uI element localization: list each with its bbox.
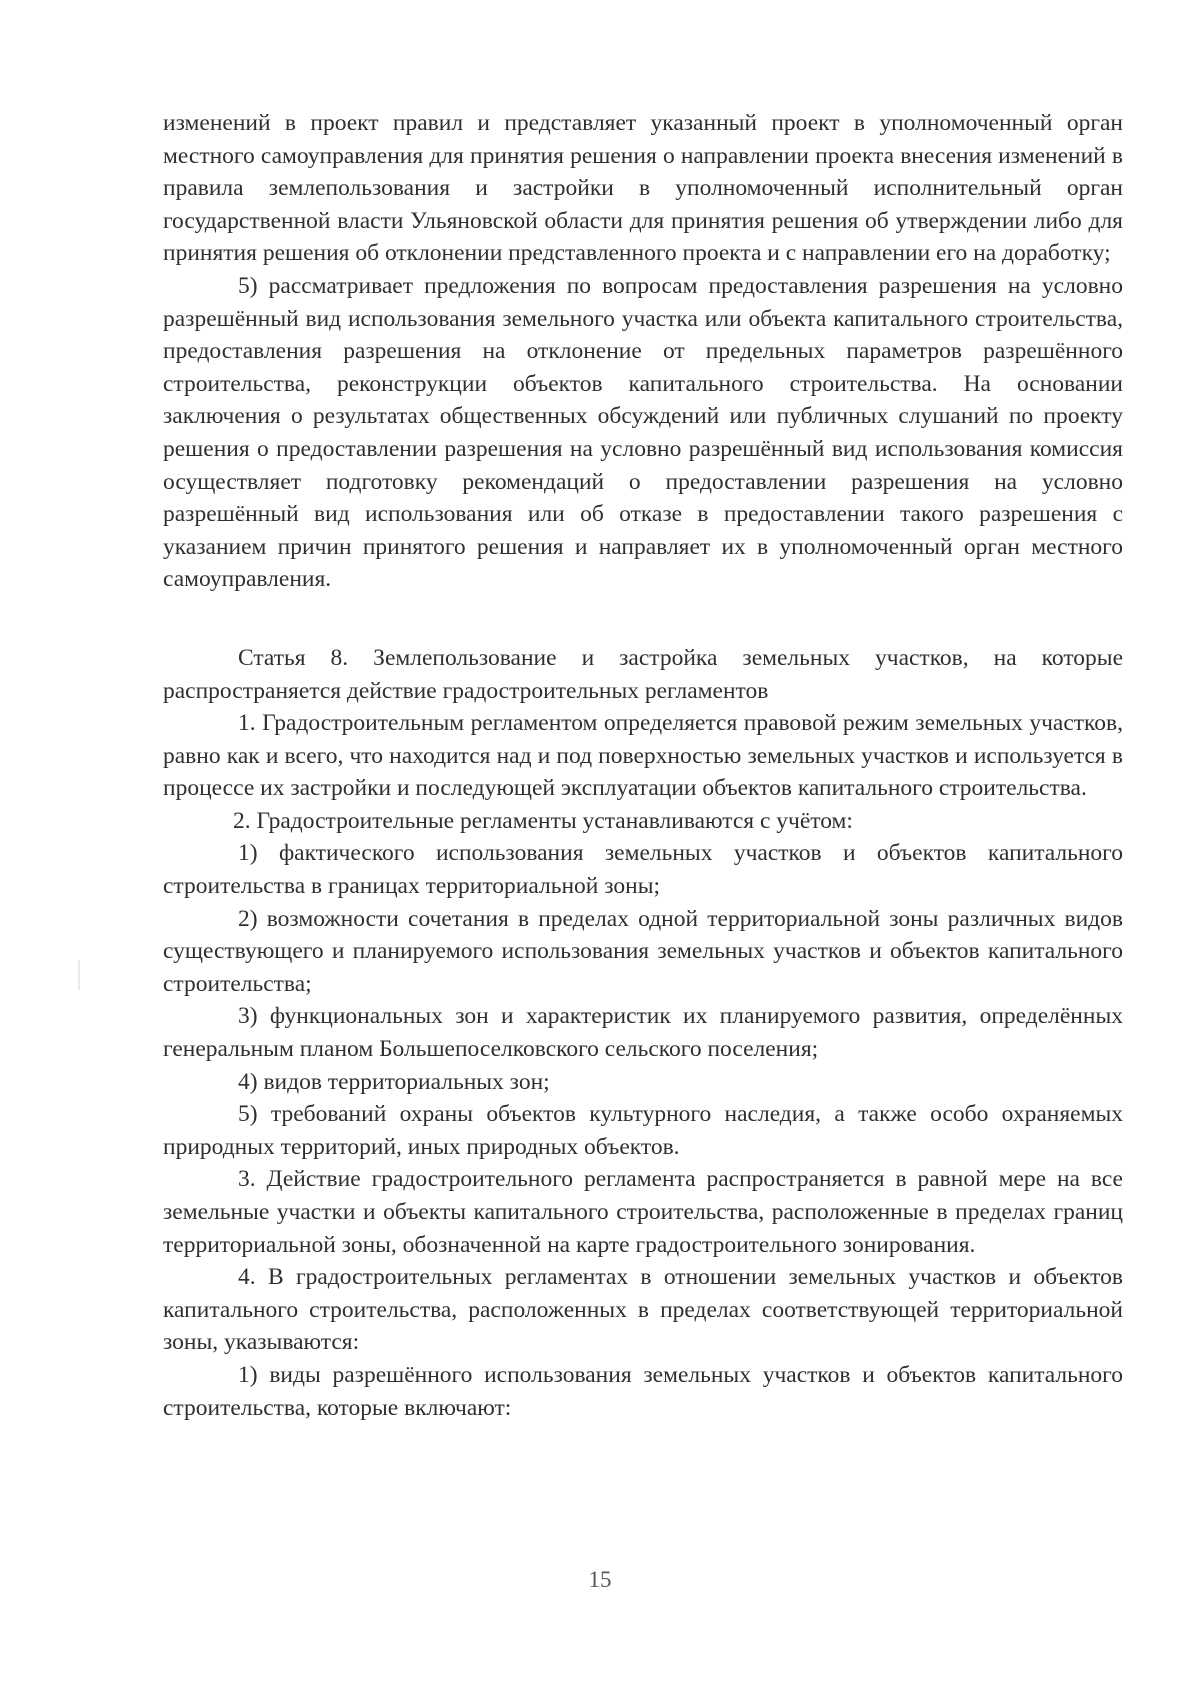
paragraph-continuation: изменений в проект правил и представляет указанный проект в уполномоченный орган местного самоуправления для принятия решения о направлении проекта внесения изменений в правила землепользования и застройки в уполномоченный исполнительный орган государственной власти Ульяновской области для принятия решения об утверждении либо для принятия решения об отклонении представленного проекта и с направлении его на доработку; [163, 110, 1123, 267]
paragraph-item-5: 5) рассматривает предложения по вопросам предоставления разрешения на условно разрешённый вид использования земельного участка или объекта капитального строительства, предоставления разрешения на отклонение от предельных параметров разрешённого строительства, реконструкции объектов капитального строительства. На основании заключения о результатах общественных обсуждений или публичных слушаний по проекту решения о предоставлении разрешения на условно разрешённый вид использования комиссия осуществляет подготовку рекомендаций о предоставлении разрешения на условно разрешённый вид использования или об отказе в предоставлении такого разрешения с указанием причин принятого решения и направляет их в уполномоченный орган местного самоуправления. [163, 272, 1123, 593]
paragraph-subitem-4: 4) видов территориальных зон; [238, 1068, 550, 1095]
paragraph-clause-2: 2. Градостроительные регламенты устанавливаются с учётом: [233, 807, 853, 834]
paragraph-clause-1: 1. Градостроительным регламентом определяется правовой режим земельных участков, равно как и всего, что находится над и под поверхностью земельных участков и используется в процессе их застройки и последующей эксплуатации объектов капитального строительства. [163, 710, 1123, 802]
page-number: 15 [588, 1567, 612, 1592]
scan-mark [78, 960, 80, 990]
paragraph-subitem-4-1: 1) виды разрешённого использования земельных участков и объектов капитального строительства, которые включают: [163, 1361, 1123, 1421]
paragraph-clause-3: 3. Действие градостроительного регламента распространяется в равной мере на все земельные участки и объекты капитального строительства, расположенные в пределах границ территориальной зоны, обозначенной на карте градостроительного зонирования. [163, 1166, 1123, 1258]
paragraph-subitem-1: 1) фактического использования земельных участков и объектов капитального строительства в границах территориальной зоны; [163, 840, 1123, 900]
paragraph-subitem-5: 5) требований охраны объектов культурного наследия, а также особо охраняемых природных территорий, иных природных объектов. [163, 1101, 1123, 1160]
paragraph-clause-4: 4. В градостроительных регламентах в отношении земельных участков и объектов капитального строительства, расположенных в пределах соответствующей территориальной зоны, указываются: [163, 1264, 1123, 1356]
document-page [163, 107, 1123, 1424]
paragraph-subitem-2: 2) возможности сочетания в пределах одной территориальной зоны различных видов существующего и планируемого использования земельных участков и объектов капитального строительства; [163, 905, 1123, 997]
section-gap [163, 596, 1123, 642]
article-heading: Статья 8. Землепользование и застройка земельных участков, на которые распространяется действие градостроительных регламентов [163, 644, 1123, 704]
paragraph-subitem-3: 3) функциональных зон и характеристик их планируемого развития, определённых генеральным планом Большепоселковского сельского поселения; [163, 1003, 1123, 1063]
